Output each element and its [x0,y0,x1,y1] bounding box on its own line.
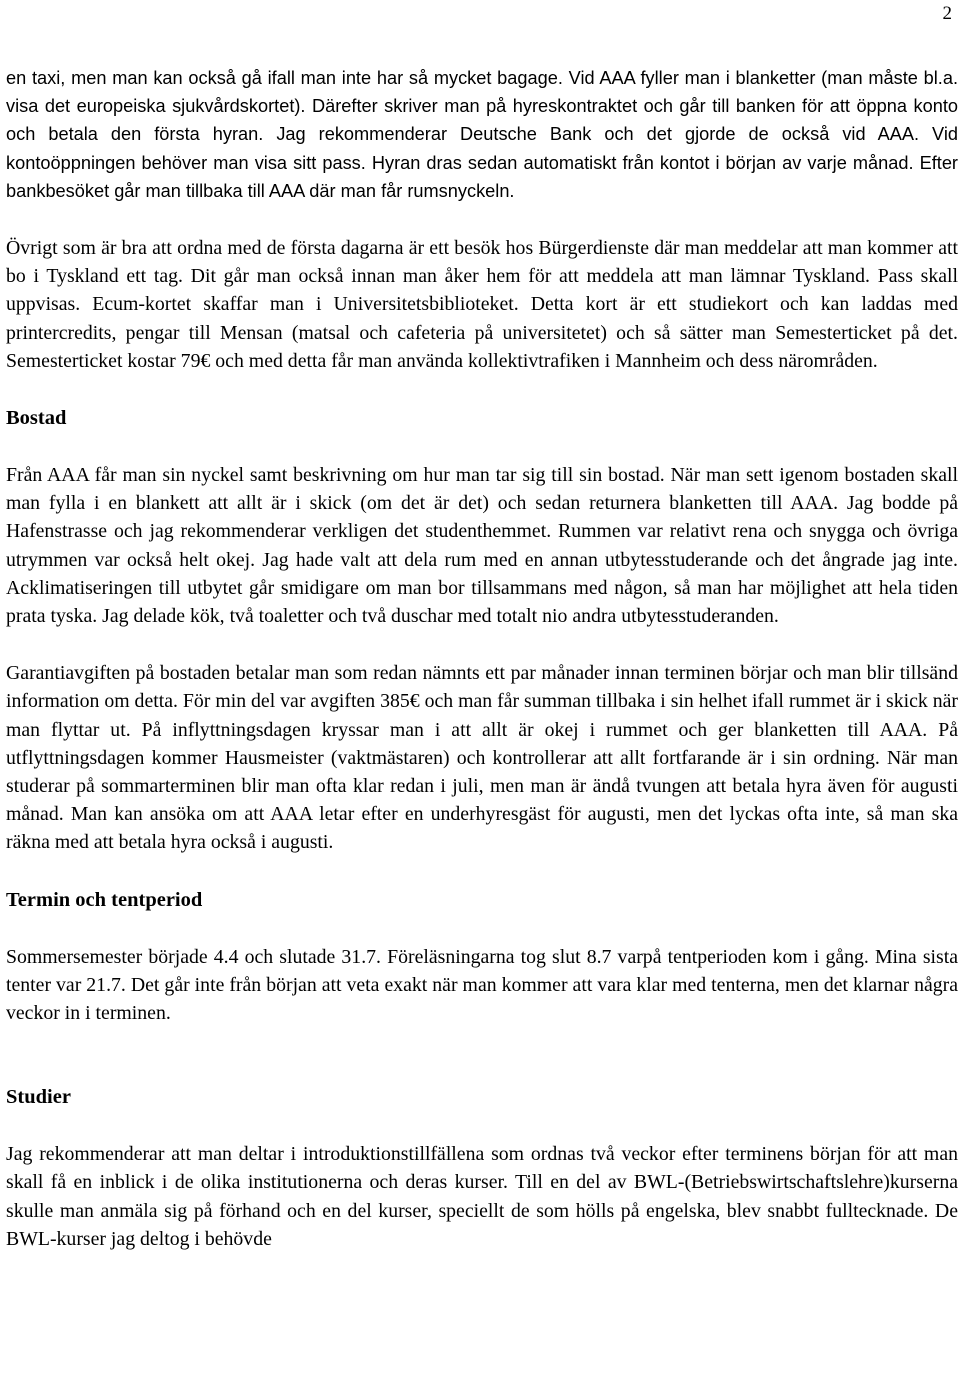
paragraph-spacer [6,375,958,404]
paragraph-spacer [6,630,958,659]
paragraph-spacer [6,1111,958,1140]
section-heading-studier: Studier [6,1086,71,1109]
termin-paragraph: Sommersemester började 4.4 och slutade 31.7. Föreläsningarna tog slut 8.7 varpå tentperioden kom i gång. Mina sista tenter var 21.7. Det går inte från början att veta exakt när man kommer att vara klar med tenterna, men det klarnar några veckor in i terminen. [6,945,958,1025]
paragraph-spacer [6,857,958,886]
studier-paragraph: Jag rekommenderar att man deltar i introduktionstillfällena som ordnas två veckor efter terminens början för att man skall få en inblick i de olika institutionerna och deras kurser. Till en del av BWL-(Betriebswirtschaftslehre)kurserna skulle man anmäla sig på förhand och en del kurser, speciellt de som hölls på engelska, blev snabbt fulltecknade. De BWL-kurser jag deltog i behövde [6,1143,958,1250]
page-number: 2 [942,3,952,24]
bostad-paragraph-1: Från AAA får man sin nyckel samt beskrivning om hur man tar sig till sin bostad. När man sett igenom bostaden skall man fylla i en blankett att allt är i skick (om det är det) och sedan returnera blanketten till AAA. Jag bodde på Hafenstrasse och jag rekommenderar verkligen det studenthemmet. Rummen var relativt rena och snygga och övriga utrymmen var också helt okej. Jag hade valt att dela rum med en annan utbytesstuderande och det ångrade jag inte. Acklimatiseringen till utbytet går smidigare om man bor tillsammans med någon, så man har möjlighet att hela tiden prata tyska. Jag delade kök, två toaletter och två duschar med totalt nio andra utbytesstuderanden. [6,464,958,628]
document-body [6,64,958,1253]
paragraph-spacer [6,1027,958,1083]
bostad-paragraph-2: Garantiavgiften på bostaden betalar man som redan nämnts ett par månader innan terminen börjar och man blir tillsänd information om detta. För min del var avgiften 385€ och man får summan tillbaka i sin helhet ifall rummet är i skick när man flyttar ut. På inflyttningsdagen kryssar man i att allt är okej i rummet och ger blanketten till AAA. På utflyttningsdagen kommer Hausmeister (vaktmästaren) och kontrollerar att allt fortfarande är i sin ordning. När man studerar på sommarterminen blir man ofta klar redan i juli, men man är ändå tvungen att betala hyra även för augusti månad. Man kan ansöka om att AAA letar efter en underhyresgäst för augusti, men det lyckas ofta inte, så man ska räkna med att betala hyra också i augusti. [6,662,959,854]
paragraph-spacer [6,205,958,234]
section-heading-termin: Termin och tentperiod [6,888,203,911]
ovrigt-paragraph: Övrigt som är bra att ordna med de första dagarna är ett besök hos Bürgerdienste där man meddelar att man kommer att bo i Tyskland ett tag. Dit går man också innan man åker hem för att meddela att man lämnar Tyskland. Pass skall uppvisas. Ecum-kortet skaffar man i Universitetsbiblioteket. Detta kort är ett studiekort och kan laddas med printercredits, pengar till Mensan (matsal och cafeteria på universitetet) och så sätter man Semesterticket på det. Semesterticket kostar 79€ och med detta får man använda kollektivtrafiken i Mannheim och dess närområden. [6,237,958,372]
paragraph-spacer [6,432,958,461]
intro-paragraph: en taxi, men man kan också gå ifall man inte har så mycket bagage. Vid AAA fyller man i blanketter (man måste bl.a. visa det europeiska sjukvårdskortet). Därefter skriver man på hyreskontraktet och går till banken för att öppna konto och betala den första hyran. Jag rekommenderar Deutsche Bank och det gjorde de också vid AAA. Vid kontoöppningen behöver man visa sitt pass. Hyran dras sedan automatiskt från kontot i början av varje månad. Efter bankbesöket går man tillbaka till AAA där man får rumsnyckeln. [6,68,958,201]
paragraph-spacer [6,914,958,943]
section-heading-bostad: Bostad [6,407,67,430]
